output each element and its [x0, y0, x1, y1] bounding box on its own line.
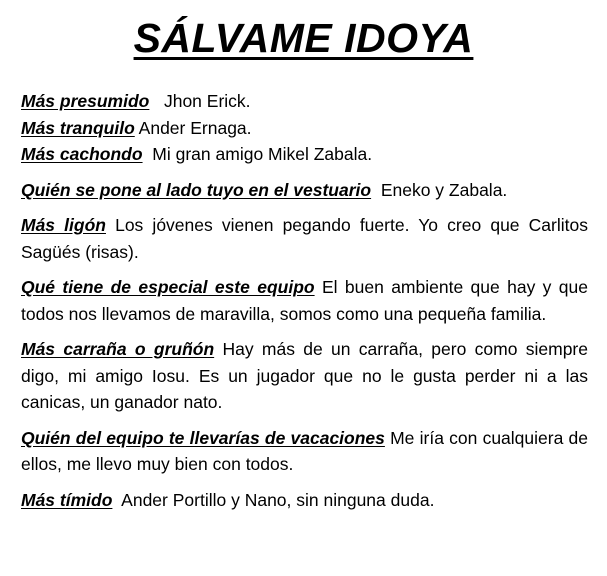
entry-question: Más carraña o gruñón — [21, 339, 215, 359]
interview-entry — [21, 336, 588, 416]
entry-question: Más tranquilo — [21, 117, 135, 138]
page-title: SÁLVAME IDOYA — [133, 15, 474, 61]
entry-answer: Me iría con cualquiera de ellos, me llevo muy bien con todos. — [21, 427, 588, 474]
interview-list — [21, 88, 588, 513]
entry-question: Más presumido — [21, 91, 150, 111]
interview-entry — [21, 88, 588, 115]
entry-question: Más cachondo — [21, 144, 143, 164]
interview-entry — [21, 115, 588, 142]
interview-entry — [21, 141, 588, 168]
entry-question: Quién se pone al lado tuyo en el vestuario — [21, 179, 372, 200]
interview-entry — [21, 177, 588, 204]
interview-entry — [21, 212, 588, 265]
entry-answer: Los jóvenes vienen pegando fuerte. Yo creo que Carlitos Sagüés (risas). — [21, 215, 588, 262]
interview-entry — [21, 425, 588, 478]
entry-answer: El buen ambiente que hay y que todos nos llevamos de maravilla, somos como una pequeña familia. — [21, 277, 589, 324]
interview-entry — [21, 487, 588, 514]
entry-answer: Ander Ernaga. — [138, 117, 252, 138]
entry-answer: Eneko y Zabala. — [380, 179, 508, 200]
entry-question: Más tímido — [21, 489, 113, 510]
entry-question: Qué tiene de especial este equipo — [21, 277, 315, 297]
interview-entry — [21, 274, 588, 327]
entry-question: Quién del equipo te llevarías de vacaciones — [21, 427, 385, 448]
entry-answer: Ander Portillo y Nano, sin ninguna duda. — [121, 489, 435, 510]
entry-question: Más ligón — [21, 215, 106, 235]
entry-answer: Hay más de un carraña, pero como siempre digo, mi amigo Iosu. Es un jugador que no le gusta perder ni a las canicas, un ganador nato. — [21, 339, 588, 412]
entry-answer: Mi gran amigo Mikel Zabala. — [152, 144, 373, 164]
entry-answer: Jhon Erick. — [163, 91, 251, 111]
